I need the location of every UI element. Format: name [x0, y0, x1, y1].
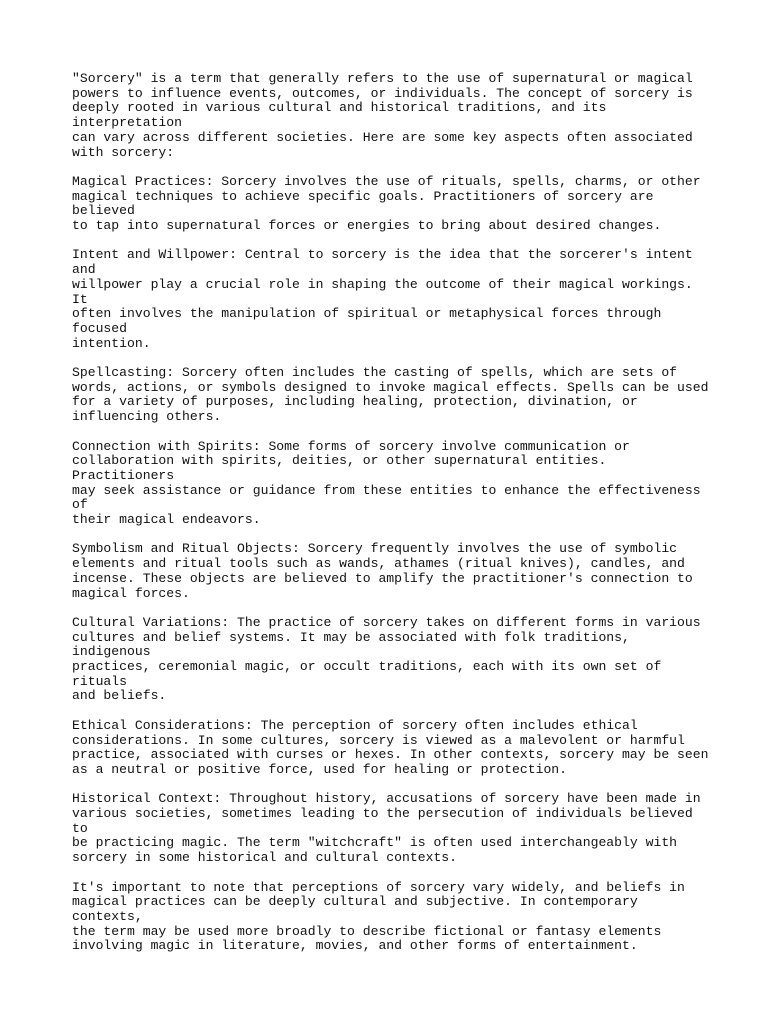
spellcasting-paragraph: Spellcasting: Sorcery often includes the casting of spells, which are sets of words, actions, or symbols designed to invoke magical effects. Spells can be used for a variety of purposes, including healing, protection, divination, or influencing others. — [72, 365, 709, 425]
document-page — [72, 72, 712, 969]
closing-paragraph: It's important to note that perceptions of sorcery vary widely, and beliefs in magical practices can be deeply cultural and subjective. In contemporary contexts, the term may be used more broadly to describe fictional or fantasy elements involving magic in literature, movies, and other forms of entertainment. — [72, 879, 685, 954]
connection-spirits-paragraph: Connection with Spirits: Some forms of sorcery involve communication or collaboration with spirits, deities, or other supernatural entities. Practitioners may seek assistance or guidance from these entities to enhance the effectiveness of their magical endeavors. — [72, 438, 701, 528]
intro-paragraph: "Sorcery" is a term that generally refers to the use of supernatural or magical powers to influence events, outcomes, or individuals. The concept of sorcery is deeply rooted in various cultural and historical traditions, and its interpretation can vary across different societies. Here are some key aspects often associated with sorcery: — [72, 71, 693, 160]
ethical-considerations-paragraph: Ethical Considerations: The perception of sorcery often includes ethical considerations. In some cultures, sorcery is viewed as a malevolent or harmful practice, associated with curses or hexes. In other contexts, sorcery may be seen as a neutral or positive force, used for healing or protection. — [72, 717, 709, 777]
historical-context-paragraph: Historical Context: Throughout history, accusations of sorcery have been made in various societies, sometimes leading to the persecution of individuals believed to be practicing magic. The term "witchcraft" is often used interchangeably with sorcery in some historical and cultural contexts. — [72, 791, 701, 866]
cultural-variations-paragraph: Cultural Variations: The practice of sorcery takes on different forms in various cultures and belief systems. It may be associated with folk traditions, indigenous practices, ceremonial magic, or occult traditions, each with its own set of rituals and beliefs. — [72, 614, 701, 704]
intent-willpower-paragraph: Intent and Willpower: Central to sorcery is the idea that the sorcerer's intent and willpower play a crucial role in shaping the outcome of their magical workings. It often involves the manipulation of spiritual or metaphysical forces through focused intention. — [72, 247, 693, 351]
symbolism-ritual-objects-paragraph: Symbolism and Ritual Objects: Sorcery frequently involves the use of symbolic elements and ritual tools such as wands, athames (ritual knives), candles, and incense. These objects are believed to amplify the practitioner's connection to magical forces. — [72, 541, 693, 601]
magical-practices-paragraph: Magical Practices: Sorcery involves the use of rituals, spells, charms, or other magical techniques to achieve specific goals. Practitioners of sorcery are believed to tap into supernatural forces or energies to bring about desired changes. — [72, 173, 701, 234]
